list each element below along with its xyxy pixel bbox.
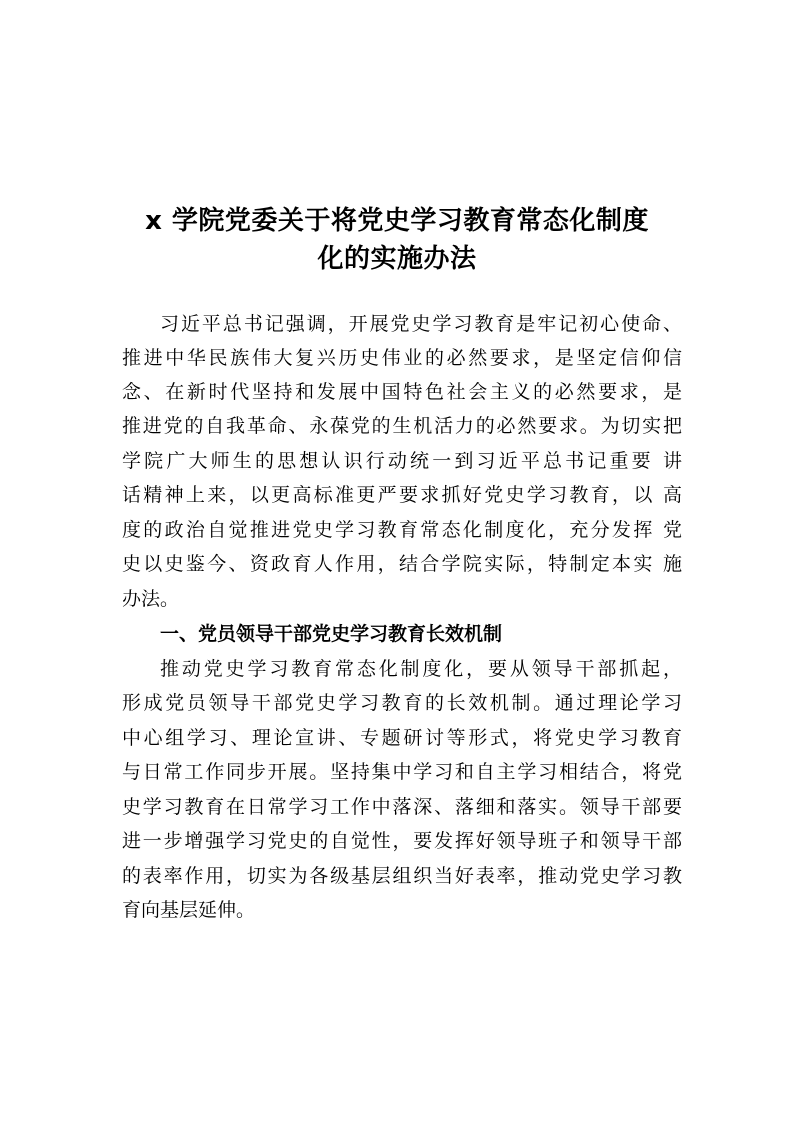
section-1-line-2: 形成党员领导干部党史学习教育的长效机制。通过理论学习 bbox=[122, 692, 682, 714]
intro-line-8: 史以史鉴今、资政育人作用，结合学院实际，特制定本实 施 bbox=[122, 553, 682, 575]
section-1-line-3: 中心组学习、理论宣讲、专题研讨等形式，将党史学习教育 bbox=[122, 727, 682, 749]
section-1-line-6: 进一步增强学习党史的自觉性，要发挥好领导班子和领导干部 bbox=[122, 830, 682, 852]
intro-line-1: 习近平总书记强调，开展党史学习教育是牢记初心使命、 bbox=[160, 313, 682, 335]
document-title-line-2: 化的实施办法 bbox=[317, 244, 477, 274]
section-1-heading: 一、党员领导干部党史学习教育长效机制 bbox=[160, 623, 503, 645]
intro-line-9: 办法。 bbox=[122, 588, 180, 610]
intro-line-2: 推进中华民族伟大复兴历史伟业的必然要求，是坚定信仰信 bbox=[122, 347, 682, 369]
section-1-line-7: 的表率作用，切实为各级基层组织当好表率，推动党史学习教 bbox=[122, 865, 682, 887]
document-title-line-1: x 学院党委关于将党史学习教育常态化制度 bbox=[145, 206, 649, 236]
section-1-line-1: 推动党史学习教育常态化制度化，要从领导干部抓起， bbox=[160, 658, 682, 680]
section-1-line-4: 与日常工作同步开展。坚持集中学习和自主学习相结合，将党 bbox=[122, 761, 682, 783]
intro-line-4: 推进党的自我革命、永葆党的生机活力的必然要求。为切实把 bbox=[122, 415, 682, 437]
intro-line-7: 度的政治自觉推进党史学习教育常态化制度化，充分发挥 党 bbox=[122, 519, 682, 541]
intro-line-3: 念、在新时代坚持和发展中国特色社会主义的必然要求，是 bbox=[122, 381, 682, 403]
section-1-line-5: 史学习教育在日常学习工作中落深、落细和落实。领导干部要 bbox=[122, 796, 682, 818]
section-1-line-8: 育向基层延伸。 bbox=[122, 899, 256, 921]
intro-line-5: 学院广大师生的思想认识行动统一到习近平总书记重要 讲 bbox=[122, 450, 682, 472]
intro-line-6: 话精神上来，以更高标准更严要求抓好党史学习教育，以 高 bbox=[122, 484, 682, 506]
